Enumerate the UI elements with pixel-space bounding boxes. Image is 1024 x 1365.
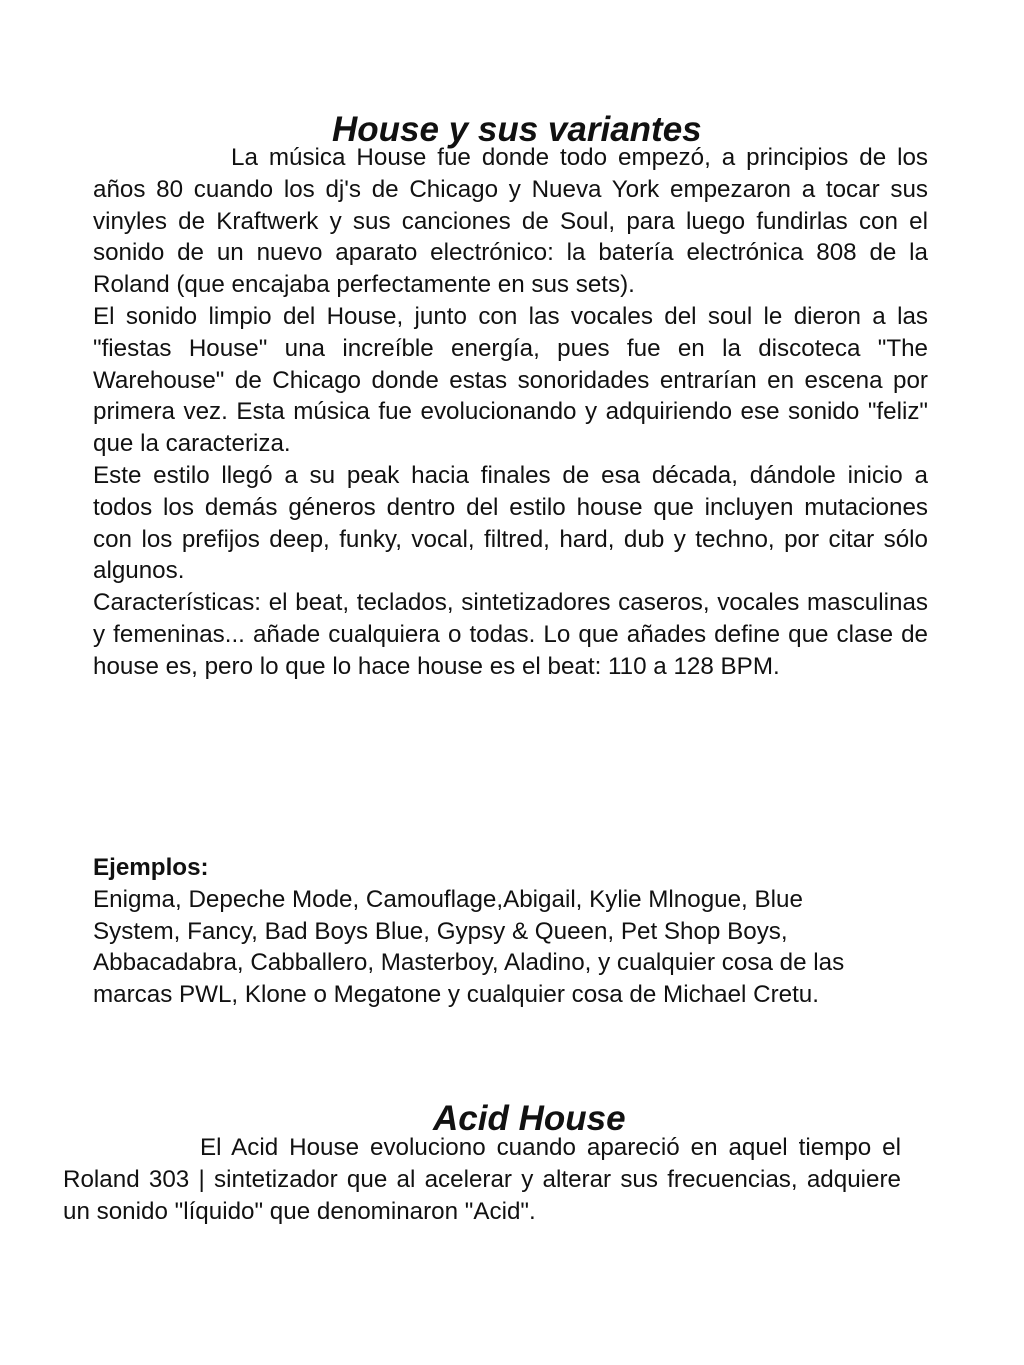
house-paragraph-peak: Este estilo llegó a su peak hacia finales de esa década, dándole inicio a todos los demás géneros dentro del estilo house que incluyen mutaciones con los prefijos deep, funky, vocal, filtred, hard, dub y techno, por citar sólo algunos. [93,461,928,585]
acid-paragraph: El Acid House evoluciono cuando apareció en aquel tiempo el Roland 303 | sintetizador que al acelerar y alterar sus frecuencias, adquiere un sonido "líquido" que denominaron "Acid". [63,1134,901,1225]
house-section-body [93,142,928,683]
examples-heading: Ejemplos: [93,854,209,881]
house-section-title: House y sus variantes [332,110,702,149]
house-paragraph-intro: La música House fue donde todo empezó, a principios de los años 80 cuando los dj's de Chicago y Nueva York empezaron a tocar sus vinyles de Kraftwerk y sus canciones de Soul, para luego fundirlas con el sonido de un nuevo aparato electrónico: la batería electrónica 808 de la Roland (que encajaba perfectamente en sus sets). [93,144,928,299]
examples-section [93,852,893,1011]
house-paragraph-characteristics: Características: el beat, teclados, sintetizadores caseros, vocales masculinas y femeninas... añade cualquiera o todas. Lo que añades define que clase de house es, pero lo que lo hace house es el beat: 110 a 128 BPM. [93,589,928,680]
examples-list: Enigma, Depeche Mode, Camouflage,Abigail, Kylie Mlnogue, Blue System, Fancy, Bad Boys Blue, Gypsy & Queen, Pet Shop Boys, Abbacadabra, Cabballero, Masterboy, Aladino, y cualquier cosa de las marcas PWL, Klone o Megatone y cualquier cosa de Michael Cretu. [93,885,845,1009]
acid-section-title: Acid House [433,1099,626,1138]
acid-section-body [63,1132,901,1227]
house-paragraph-sound: El sonido limpio del House, junto con las vocales del soul le dieron a las "fiestas House" una increíble energía, pues fue en la discoteca "The Warehouse" de Chicago donde estas sonoridades entrarían en escena por primera vez. Esta música fue evolucionando y adquiriendo ese sonido "feliz" que la caracteriza. [93,302,928,458]
